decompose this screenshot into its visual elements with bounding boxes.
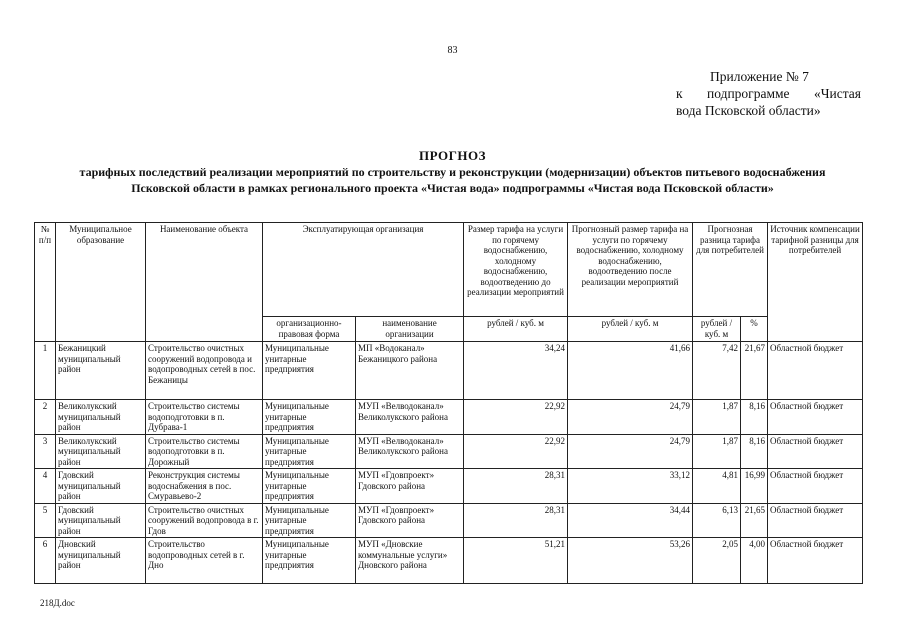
appendix-line-1: Приложение № 7 xyxy=(710,69,809,84)
table-row xyxy=(35,342,863,400)
cell-org-name: МУП «Велводоканал» Великолукского района xyxy=(356,400,464,435)
cell-object: Реконструкция системы водоснабжения в пос. Смуравьево-2 xyxy=(146,469,263,504)
cell-org-name: МУП «Велводоканал» Великолукского района xyxy=(356,434,464,469)
cell-diff-pct: 8,16 xyxy=(741,434,768,469)
cell-org-form: Муниципальные унитарные предприятия xyxy=(263,503,356,538)
cell-municipality: Гдовский муниципальный район xyxy=(56,469,146,504)
header-org-form: организационно-правовая форма xyxy=(263,317,356,342)
cell-source: Областной бюджет xyxy=(768,469,863,504)
appendix-line-3: вода Псковской области» xyxy=(676,103,821,118)
document-subtitle: тарифных последствий реализации мероприятий по строительству и реконструкции (модернизации) объектов питьевого водоснабжения Псковской области в рамках регионального проекта «Чистая вода» подпрограммы «Чистая вода Псковской области» xyxy=(79,165,826,195)
appendix-note xyxy=(676,68,861,119)
cell-diff-rub: 7,42 xyxy=(693,342,741,400)
cell-diff-pct: 4,00 xyxy=(741,538,768,584)
cell-org-name: МП «Водоканал» Бежаницкого района xyxy=(356,342,464,400)
document-heading: ПРОГНОЗ xyxy=(419,148,486,163)
table-row xyxy=(35,503,863,538)
header-unit-forecast: рублей / куб. м xyxy=(568,317,693,342)
cell-municipality: Великолукский муниципальный район xyxy=(56,400,146,435)
header-unit-current: рублей / куб. м xyxy=(464,317,568,342)
cell-tariff-current: 34,24 xyxy=(464,342,568,400)
footer-filename: 218Д.doc xyxy=(40,598,75,608)
cell-org-name: МУП «Дновские коммунальные услуги» Дновского района xyxy=(356,538,464,584)
cell-object: Строительство системы водоподготовки в п. Дубрава-1 xyxy=(146,400,263,435)
cell-object: Строительство водопроводных сетей в г. Дно xyxy=(146,538,263,584)
cell-diff-pct: 21,67 xyxy=(741,342,768,400)
cell-num: 1 xyxy=(35,342,56,400)
table-row xyxy=(35,469,863,504)
cell-municipality: Гдовский муниципальный район xyxy=(56,503,146,538)
cell-org-form: Муниципальные унитарные предприятия xyxy=(263,434,356,469)
header-operator: Эксплуатирующая организация xyxy=(263,223,464,317)
page-number: 83 xyxy=(447,45,458,56)
cell-tariff-forecast: 33,12 xyxy=(568,469,693,504)
cell-num: 2 xyxy=(35,400,56,435)
header-source: Источник компенсации тарифной разницы для потребителей xyxy=(768,223,863,342)
header-municipality: Муниципальное образование xyxy=(56,223,146,342)
header-unit-diff: рублей / куб. м xyxy=(693,317,741,342)
cell-source: Областной бюджет xyxy=(768,342,863,400)
cell-object: Строительство системы водоподготовки в п. Дорожный xyxy=(146,434,263,469)
cell-diff-rub: 1,87 xyxy=(693,400,741,435)
header-diff: Прогнозная разница тарифа для потребителей xyxy=(693,223,768,317)
header-percent: % xyxy=(741,317,768,342)
cell-diff-pct: 21,65 xyxy=(741,503,768,538)
header-tariff-forecast: Прогнозный размер тарифа на услуги по горячему водоснабжению, холодному водоснабжению, водоотведению после реализации мероприятий xyxy=(568,223,693,317)
cell-org-form: Муниципальные унитарные предприятия xyxy=(263,538,356,584)
cell-org-form: Муниципальные унитарные предприятия xyxy=(263,469,356,504)
cell-num: 6 xyxy=(35,538,56,584)
cell-org-form: Муниципальные унитарные предприятия xyxy=(263,342,356,400)
cell-municipality: Бежаницкий муниципальный район xyxy=(56,342,146,400)
cell-org-name: МУП «Гдовпроект» Гдовского района xyxy=(356,503,464,538)
table-row xyxy=(35,400,863,435)
cell-tariff-current: 22,92 xyxy=(464,434,568,469)
table-row xyxy=(35,538,863,584)
cell-tariff-current: 28,31 xyxy=(464,469,568,504)
cell-diff-rub: 1,87 xyxy=(693,434,741,469)
cell-source: Областной бюджет xyxy=(768,400,863,435)
appendix-line-2: к подпрограмме «Чистая xyxy=(676,86,861,101)
cell-tariff-forecast: 24,79 xyxy=(568,434,693,469)
header-num: № п/п xyxy=(35,223,56,342)
cell-num: 3 xyxy=(35,434,56,469)
cell-diff-rub: 2,05 xyxy=(693,538,741,584)
cell-diff-rub: 6,13 xyxy=(693,503,741,538)
header-org-name: наименование организации xyxy=(356,317,464,342)
tariff-forecast-table xyxy=(34,222,863,584)
cell-diff-pct: 8,16 xyxy=(741,400,768,435)
cell-tariff-current: 51,21 xyxy=(464,538,568,584)
cell-diff-pct: 16,99 xyxy=(741,469,768,504)
cell-org-name: МУП «Гдовпроект» Гдовского района xyxy=(356,469,464,504)
table-row xyxy=(35,434,863,469)
cell-num: 4 xyxy=(35,469,56,504)
cell-tariff-forecast: 34,44 xyxy=(568,503,693,538)
cell-tariff-forecast: 24,79 xyxy=(568,400,693,435)
cell-source: Областной бюджет xyxy=(768,538,863,584)
cell-municipality: Дновский муниципальный район xyxy=(56,538,146,584)
cell-diff-rub: 4,81 xyxy=(693,469,741,504)
cell-municipality: Великолукский муниципальный район xyxy=(56,434,146,469)
cell-object: Строительство очистных сооружений водопровода и водопроводных сетей в пос. Бежаницы xyxy=(146,342,263,400)
cell-source: Областной бюджет xyxy=(768,503,863,538)
cell-num: 5 xyxy=(35,503,56,538)
cell-tariff-current: 22,92 xyxy=(464,400,568,435)
cell-org-form: Муниципальные унитарные предприятия xyxy=(263,400,356,435)
cell-source: Областной бюджет xyxy=(768,434,863,469)
header-tariff-current: Размер тарифа на услуги по горячему водоснабжению, холодному водоснабжению, водоотведению до реализации мероприятий xyxy=(464,223,568,317)
header-object: Наименование объекта xyxy=(146,223,263,342)
cell-tariff-forecast: 53,26 xyxy=(568,538,693,584)
cell-tariff-forecast: 41,66 xyxy=(568,342,693,400)
cell-tariff-current: 28,31 xyxy=(464,503,568,538)
cell-object: Строительство очистных сооружений водопровода в г. Гдов xyxy=(146,503,263,538)
